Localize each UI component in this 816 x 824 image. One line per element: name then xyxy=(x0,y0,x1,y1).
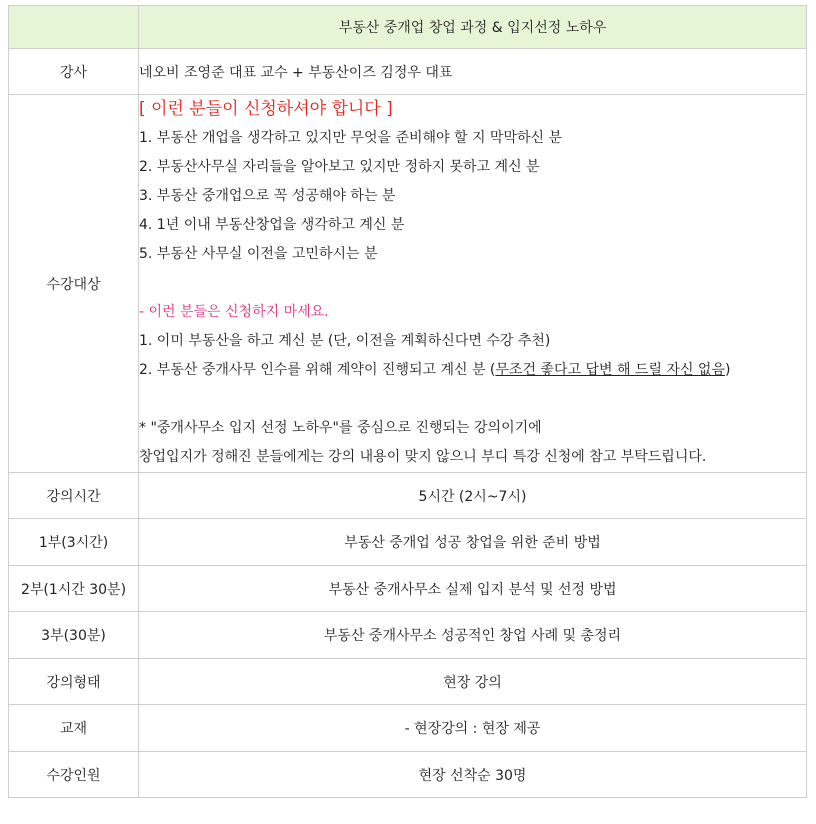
target-item: 2. 부동산사무실 자리들을 알아보고 있지만 정하지 못하고 계신 분 xyxy=(139,159,540,175)
row-value: 현장 강의 xyxy=(139,659,807,705)
row-value: - 현장강의 : 현장 제공 xyxy=(139,705,807,752)
row-value: 현장 선착순 30명 xyxy=(139,752,807,798)
spacer xyxy=(139,385,806,414)
spacer xyxy=(139,269,806,298)
schedule-row-time xyxy=(9,473,807,519)
schedule-row-part2 xyxy=(9,566,807,612)
not-target-item-underlined: 무조건 좋다고 답변 해 드릴 자신 없음 xyxy=(495,362,725,378)
format-row xyxy=(9,659,807,705)
row-label: 1부(3시간) xyxy=(9,519,139,566)
not-target-item xyxy=(139,356,806,385)
row-label: 수강인원 xyxy=(9,752,139,798)
row-label: 강의형태 xyxy=(9,659,139,705)
instructor-row xyxy=(9,49,807,95)
note-line: 창업입지가 정해진 분들에게는 강의 내용이 맞지 않으니 부디 특강 신청에 참고 부탁드립니다. xyxy=(139,449,707,465)
row-label: 교재 xyxy=(9,705,139,752)
textbook-row xyxy=(9,705,807,752)
not-target-item-suffix: ) xyxy=(724,362,731,378)
row-value: 부동산 중개사무소 실제 입지 분석 및 선정 방법 xyxy=(139,566,807,612)
capacity-row xyxy=(9,752,807,798)
row-label: 강의시간 xyxy=(9,473,139,519)
course-info-table xyxy=(8,5,807,798)
course-title: 부동산 중개업 창업 과정 & 입지선정 노하우 xyxy=(139,6,807,49)
target-heading: [ 이런 분들이 신청하셔야 합니다 ] xyxy=(139,99,393,119)
row-label: 2부(1시간 30분) xyxy=(9,566,139,612)
target-label: 수강대상 xyxy=(9,95,139,473)
not-target-item: 1. 이미 부동산을 하고 계신 분 (단, 이전을 계획하신다면 수강 추천) xyxy=(139,333,551,349)
note-line: * "중개사무소 입지 선정 노하우"를 중심으로 진행되는 강의이기에 xyxy=(139,420,542,436)
row-value: 부동산 중개사무소 성공적인 창업 사례 및 총정리 xyxy=(139,612,807,659)
target-item: 5. 부동산 사무실 이전을 고민하시는 분 xyxy=(139,246,378,262)
schedule-row-part3 xyxy=(9,612,807,659)
target-item: 1. 부동산 개업을 생각하고 있지만 무엇을 준비해야 할 지 막막하신 분 xyxy=(139,130,563,146)
header-row xyxy=(9,6,807,49)
target-item: 4. 1년 이내 부동산창업을 생각하고 계신 분 xyxy=(139,217,405,233)
row-label: 3부(30분) xyxy=(9,612,139,659)
schedule-row-part1 xyxy=(9,519,807,566)
row-value: 5시간 (2시~7시) xyxy=(139,473,807,519)
target-row xyxy=(9,95,807,473)
not-target-item-prefix: 2. 부동산 중개사무 인수를 위해 계약이 진행되고 계신 분 ( xyxy=(139,362,496,378)
target-item: 3. 부동산 중개업으로 꼭 성공해야 하는 분 xyxy=(139,188,396,204)
target-content xyxy=(139,95,807,473)
instructor-value: 네오비 조영준 대표 교수 + 부동산이즈 김정우 대표 xyxy=(139,49,807,95)
row-value: 부동산 중개업 성공 창업을 위한 준비 방법 xyxy=(139,519,807,566)
header-label-cell xyxy=(9,6,139,49)
not-target-heading: - 이런 분들은 신청하지 마세요. xyxy=(139,304,329,320)
instructor-label: 강사 xyxy=(9,49,139,95)
